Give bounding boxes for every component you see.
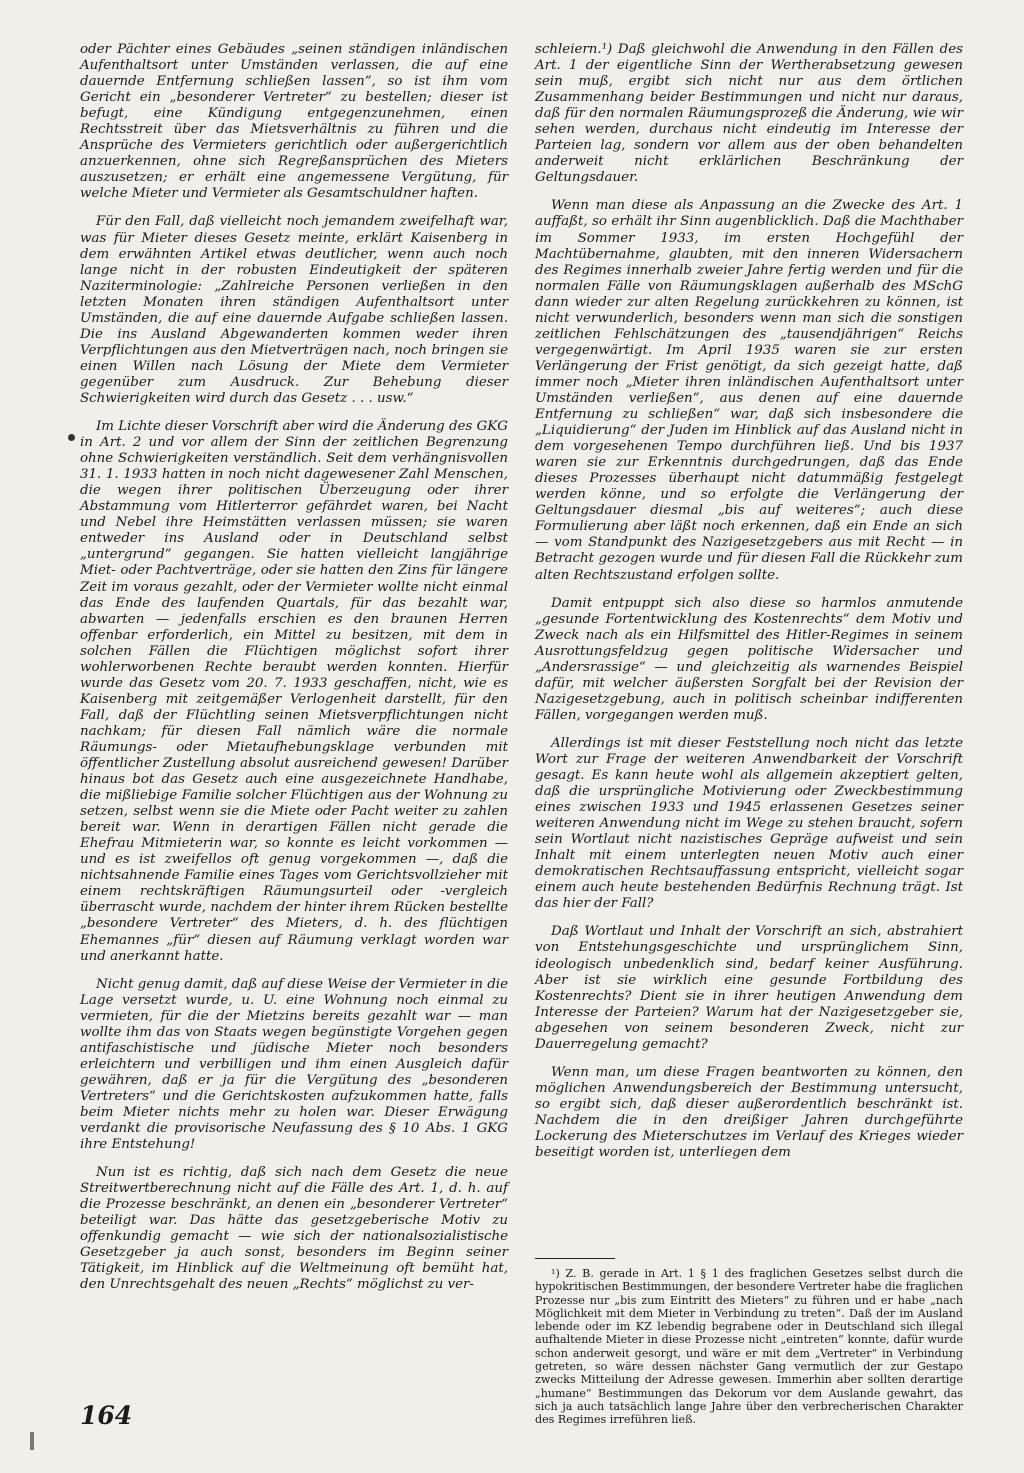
- paragraph: Nun ist es richtig, daß sich nach dem Gesetz die neue Streitwertberechnung nicht auf die Fälle des Art. 1, d. h. auf die Prozesse beschränkt, an denen ein „besonderer Vertreter“ beteiligt war. Das hätte das gesetzgeberische Motiv zu offenkundig gemacht — wie sich der nationalsozialistische Gesetzgeber ja auch sonst, besonders im Beginn seiner Tätigkeit, im Hinblick auf die Weltmeinung oft bemüht hat, den Unrechtsgehalt des neuen „Rechts“ möglichst zu ver-: [80, 1165, 508, 1293]
- paragraph: schleiern.¹) Daß gleichwohl die Anwendung in den Fällen des Art. 1 der eigentliche Sinn der Wertherabsetzung gewesen sein muß, ergibt sich nicht nur aus dem örtlichen Zusammenhang beider Bestimmungen und nicht nur daraus, daß für den normalen Räumungsprozeß die Änderung, wie wir sehen werden, durchaus nicht eindeutig im Interesse der Parteien lag, sondern vor allem aus der oben behandelten anderweit nicht erklärlichen Beschränkung der Geltungsdauer.: [535, 42, 963, 186]
- paragraph: Wenn man diese als Anpassung an die Zwecke des Art. 1 auffaßt, so erhält ihr Sinn augenblicklich. Daß die Machthaber im Sommer 1933, im ersten Hochgefühl der Machtübernahme, glaubten, mit den inneren Widersachern des Regimes innerhalb zweier Jahre fertig werden und für die normalen Fälle von Räumungsklagen außerhalb des MSchG dann wieder zur alten Regelung zurückkehren zu können, ist nicht verwunderlich, besonders wenn man sich die sonstigen zeitlichen Fehlschätzungen des „tausendjährigen“ Reichs vergegenwärtigt. Im April 1935 waren sie zur ersten Verlängerung der Frist genötigt, da sich gezeigt hatte, daß immer noch „Mieter ihren inländischen Aufenthaltsort unter Umständen verließen“, aus denen auf eine dauernde Entfernung zu schließen“ war, daß sich insbesondere die „Liquidierung“ der Juden im Hinblick auf das Ausland nicht in dem vorgesehenen Tempo durchführen ließ. Und bis 1937 waren sie zur Erkenntnis durchgedrungen, daß das Ende dieses Prozesses überhaupt nicht datummäßig festgelegt werden könne, und so erfolgte die Verlängerung der Geltungsdauer diesmal „bis auf weiteres“; auch diese Formulierung aber läßt noch erkennen, daß ein Ende an sich — vom Standpunkt des Nazigesetzgebers aus mit Recht — in Betracht gezogen wurde und für diesen Fall die Rückkehr zum alten Rechtszustand erfolgen sollte.: [535, 198, 963, 583]
- footnote-area: [535, 1258, 963, 1427]
- paragraph: Wenn man, um diese Fragen beantworten zu können, den möglichen Anwendungsbereich der Bestimmung untersucht, so ergibt sich, daß dieser außerordentlich beschränkt ist. Nachdem die in den dreißiger Jahren durchgeführte Lockerung des Mieterschutzes im Verlauf des Krieges wieder beseitigt worden ist, unterliegen dem: [535, 1064, 963, 1161]
- paragraph: Nicht genug damit, daß auf diese Weise der Vermieter in die Lage versetzt wurde, u. U. eine Wohnung noch einmal zu vermieten, für die der Mietzins bereits gezahlt war — man wollte ihm das von Staats wegen begünstigte Vorgehen gegen antifaschistische und jüdische Mieter noch besonders erleichtern und verbilligen und ihm einen Ausgleich dafür gewähren, daß er ja für die Vergütung des „besonderen Vertreters“ und die Gerichtskosten aufzukommen hatte, falls beim Mieter nichts mehr zu holen war. Dieser Erwägung verdankt die provisorische Neufassung des § 10 Abs. 1 GKG ihre Entstehung!: [80, 976, 508, 1153]
- right-column: [535, 42, 963, 1173]
- footnote: ¹) Z. B. gerade in Art. 1 § 1 des fraglichen Gesetzes selbst durch die hypokritischen Bestimmungen, der besondere Vertreter habe die fraglichen Prozesse nur „bis zum Eintritt des Mieters“ zu führen und er habe „nach Möglichkeit mit dem Mieter in Verbindung zu treten“. Daß der im Ausland lebende oder im KZ lebendig begrabene oder in Deutschland sich illegal aufhaltende Mieter in diese Prozesse nicht „eintreten“ konnte, dafür wurde schon anderweit gesorgt, und wäre er mit dem „Vertreter“ in Verbindung getreten, so wäre dessen nächster Gang vermutlich der zur Gestapo zwecks Mitteilung der Adresse gewesen. Immerhin aber sollten derartige „humane“ Bestimmungen das Dekorum vor dem Auslande gewahrt, das sich ja auch tatsächlich lange Jahre über den verbrecherischen Charakter des Regimes irreführen ließ.: [535, 1267, 963, 1427]
- footnote-divider: [535, 1258, 615, 1259]
- paragraph: Daß Wortlaut und Inhalt der Vorschrift an sich, abstrahiert von Entstehungsgeschichte und ursprünglichem Sinn, ideologisch unbedenklich sind, bedarf keiner Ausführung. Aber ist sie wirklich eine gesunde Fortbildung des Kostenrechts? Dient sie in ihrer heutigen Anwendung dem Interesse der Parteien? Warum hat der Nazigesetzgeber sie, abgesehen von seinem besonderen Zweck, nicht zur Dauerregelung gemacht?: [535, 924, 963, 1052]
- margin-mark-icon: [68, 434, 75, 441]
- paragraph: oder Pächter eines Gebäudes „seinen ständigen inländischen Aufenthaltsort unter Umständen verlassen, die auf eine dauernde Entfernung schließen lassen“, so ist ihm vom Gericht ein „besonderer Vertreter“ zu bestellen; dieser ist befugt, eine Kündigung entgegenzunehmen, einen Rechtsstreit über das Mietsverhältnis zu führen und die Ansprüche des Vermieters gerichtlich oder außergerichtlich anzuerkennen, ohne sich Regreßansprüchen des Mieters auszusetzen; er erhält eine angemessene Vergütung, für welche Mieter und Vermieter als Gesamtschuldner haften.: [80, 42, 508, 202]
- paragraph: Allerdings ist mit dieser Feststellung noch nicht das letzte Wort zur Frage der weiteren Anwendbarkeit der Vorschrift gesagt. Es kann heute wohl als allgemein akzeptiert gelten, daß die ursprüngliche Motivierung oder Zweckbestimmung eines zwischen 1933 und 1945 erlassenen Gesetzes seiner weiteren Anwendung nicht im Wege zu stehen braucht, sofern sein Wortlaut nicht nazistisches Gepräge aufweist und sein Inhalt mit einem unterlegten neuen Motiv auch einer demokratischen Rechtsauffassung entspricht, vielleicht sogar einem auch heute bestehenden Bedürfnis Rechnung trägt. Ist das hier der Fall?: [535, 735, 963, 912]
- paragraph: Im Lichte dieser Vorschrift aber wird die Änderung des GKG in Art. 2 und vor allem der Sinn der zeitlichen Begrenzung ohne Schwierigkeiten verständlich. Seit dem verhängnisvollen 31. 1. 1933 hatten in noch nicht dagewesener Zahl Menschen, die wegen ihrer politischen Überzeugung oder ihrer Abstammung vom Hitlerterror gefährdet waren, bei Nacht und Nebel ihre Heimstätten verlassen müssen; sie waren entweder ins Ausland oder in Deutschland selbst „untergrund“ gegangen. Sie hatten vielleicht langjährige Miet- oder Pachtverträge, oder sie hatten den Zins für längere Zeit im voraus gezahlt, oder der Vermieter wollte nicht einmal das Ende des laufenden Quartals, für das bezahlt war, abwarten — jedenfalls erschien es den braunen Herren offenbar erforderlich, ein Mittel zu besitzen, mit dem in solchen Fällen die Flüchtigen möglichst sofort ihrer wohlerworbenen Rechte beraubt werden konnten. Hierfür wurde das Gesetz vom 20. 7. 1933 geschaffen, nicht, wie es Kaisenberg mit zeitgemäßer Verlogenheit darstellt, für den Fall, daß der Flüchtling seinen Mietsverpflichtungen nicht nachkam; für diesen Fall nämlich wäre die normale Räumungs- oder Mietaufhebungsklage verbunden mit öffentlicher Zustellung absolut ausreichend gewesen! Darüber hinaus bot das Gesetz auch eine ausgezeichnete Handhabe, die mißliebige Familie solcher Flüchtigen aus der Wohnung zu setzen, selbst wenn sie die Miete oder Pacht weiter zu zahlen bereit war. Wenn in derartigen Fällen nicht gerade die Ehefrau Mitmieterin war, so konnte es leicht vorkommen — und es ist zweifellos oft genug vorgekommen —, daß die nichtsahnende Familie eines Tages vom Gerichtsvollzieher mit einem rechtskräftigen Räumungsurteil oder -vergleich überrascht wurde, nachdem der hinter ihrem Rücken bestellte „besondere Vertreter“ des Mieters, d. h. des flüchtigen Ehemannes „für“ diesen auf Räumung verklagt worden war und anerkannt hatte.: [80, 419, 508, 964]
- page-number: 164: [80, 1401, 133, 1430]
- paragraph: Damit entpuppt sich also diese so harmlos anmutende „gesunde Fortentwicklung des Kostenrechts“ dem Motiv und Zweck nach als ein Hilfsmittel des Hitler-Regimes in seinem Ausrottungsfeldzug gegen politische Widersacher und „Andersrassige“ — und gleichzeitig als warnendes Beispiel dafür, mit welcher äußersten Sorgfalt bei der Revision der Nazigesetzgebung, auch in politisch scheinbar indifferenten Fällen, vorgegangen werden muß.: [535, 595, 963, 723]
- paragraph: Für den Fall, daß vielleicht noch jemandem zweifelhaft war, was für Mieter dieses Gesetz meinte, erklärt Kaisenberg in dem erwähnten Artikel etwas deutlicher, wenn auch noch lange nicht in der robusten Eindeutigkeit der späteren Naziterminologie: „Zahlreiche Personen verließen in den letzten Monaten ihren ständigen Aufenthaltsort unter Umständen, die auf eine dauernde Aufgabe schließen lassen. Die ins Ausland Abgewanderten kommen weder ihren Verpflichtungen aus den Mietverträgen nach, noch bringen sie einen Willen nach Lösung der Miete dem Vermieter gegenüber zum Ausdruck. Zur Behebung dieser Schwierigkeiten wird durch das Gesetz . . . usw.“: [80, 214, 508, 406]
- left-column: [80, 42, 508, 1306]
- margin-tick-icon: [30, 1432, 34, 1450]
